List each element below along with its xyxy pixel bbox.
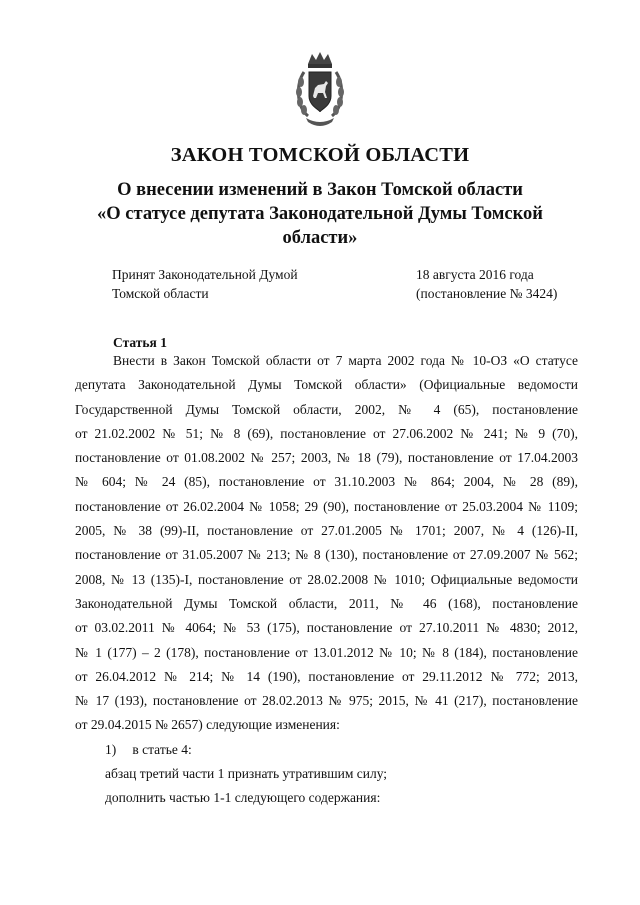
subtitle-line: О внесении изменений в Закон Томской области bbox=[117, 180, 523, 200]
item-line: дополнить частью 1-1 следующего содержания: bbox=[105, 790, 381, 806]
paragraph-line: 2005, № 38 (99)-II, постановление от 27.01.2005 № 1701; 2007, № 4 (126)-II, bbox=[75, 523, 578, 539]
paragraph-line: от 26.04.2012 № 214; № 14 (190), постановление от 29.11.2012 № 772; 2013, bbox=[75, 668, 578, 684]
paragraph-line: постановление от 31.05.2007 № 213; № 8 (130), постановление от 27.09.2007 № 562; bbox=[75, 547, 578, 563]
law-subtitle bbox=[60, 178, 580, 250]
paragraph-line: Государственной Думы Томской области, 2002, № 4 (65), постановление bbox=[75, 401, 578, 417]
paragraph-line: от 03.02.2011 № 4064; № 53 (175), постановление от 27.10.2011 № 4830; 2012, bbox=[75, 620, 578, 636]
paragraph-line: Законодательной Думы Томской области, 2011, № 46 (168), постановление bbox=[75, 595, 578, 611]
adoption-resolution: (постановление № 3424) bbox=[416, 286, 558, 301]
paragraph-line: постановление от 01.08.2002 № 257; 2003, № 18 (79), постановление от 17.04.2003 bbox=[75, 450, 578, 466]
subtitle-line: области» bbox=[282, 228, 358, 248]
article-body bbox=[75, 349, 578, 811]
adoption-date: 18 августа 2016 года bbox=[416, 267, 534, 282]
adopted-by-line: Томской области bbox=[112, 286, 209, 301]
paragraph-line: Внести в Закон Томской области от 7 марта 2002 года № 10-ОЗ «О статусе bbox=[113, 353, 578, 368]
paragraph-line: № 1 (177) – 2 (178), постановление от 13.01.2012 № 10; № 8 (184), постановление bbox=[75, 644, 578, 660]
adoption-date-block bbox=[416, 265, 557, 303]
paragraph-line: постановление от 26.02.2004 № 1058; 29 (90), постановление от 25.03.2004 № 1109; bbox=[75, 498, 578, 514]
paragraph-line: депутата Законодательной Думы Томской области» (Официальные ведомости bbox=[75, 377, 578, 393]
paragraph-line: от 21.02.2002 № 51; № 8 (69), постановление от 27.06.2002 № 241; № 9 (70), bbox=[75, 425, 578, 441]
coat-of-arms-emblem bbox=[294, 50, 346, 132]
paragraph-line: от 29.04.2015 № 2657) следующие изменения: bbox=[75, 717, 340, 733]
paragraph-line: № 604; № 24 (85), постановление от 31.10.2003 № 864; 2004, № 28 (89), bbox=[75, 474, 578, 490]
item-line: абзац третий части 1 признать утратившим силу; bbox=[105, 766, 388, 782]
paragraph-line: 2008, № 13 (135)-I, постановление от 28.02.2008 № 1010; Официальные ведомости bbox=[75, 571, 578, 587]
law-title: ЗАКОН ТОМСКОЙ ОБЛАСТИ bbox=[170, 144, 470, 166]
subtitle-line: «О статусе депутата Законодательной Думы Томской bbox=[97, 204, 543, 224]
adopted-by-line: Принят Законодательной Думой bbox=[112, 267, 298, 282]
adopted-by bbox=[112, 265, 298, 303]
list-item bbox=[75, 738, 578, 762]
article-heading: Статья 1 bbox=[113, 335, 167, 350]
paragraph-line: № 17 (193), постановление от 28.02.2013 № 975; 2015, № 41 (217), постановление bbox=[75, 693, 578, 709]
list-item-text: в статье 4: bbox=[132, 741, 192, 757]
list-item-number: 1) bbox=[105, 741, 117, 757]
